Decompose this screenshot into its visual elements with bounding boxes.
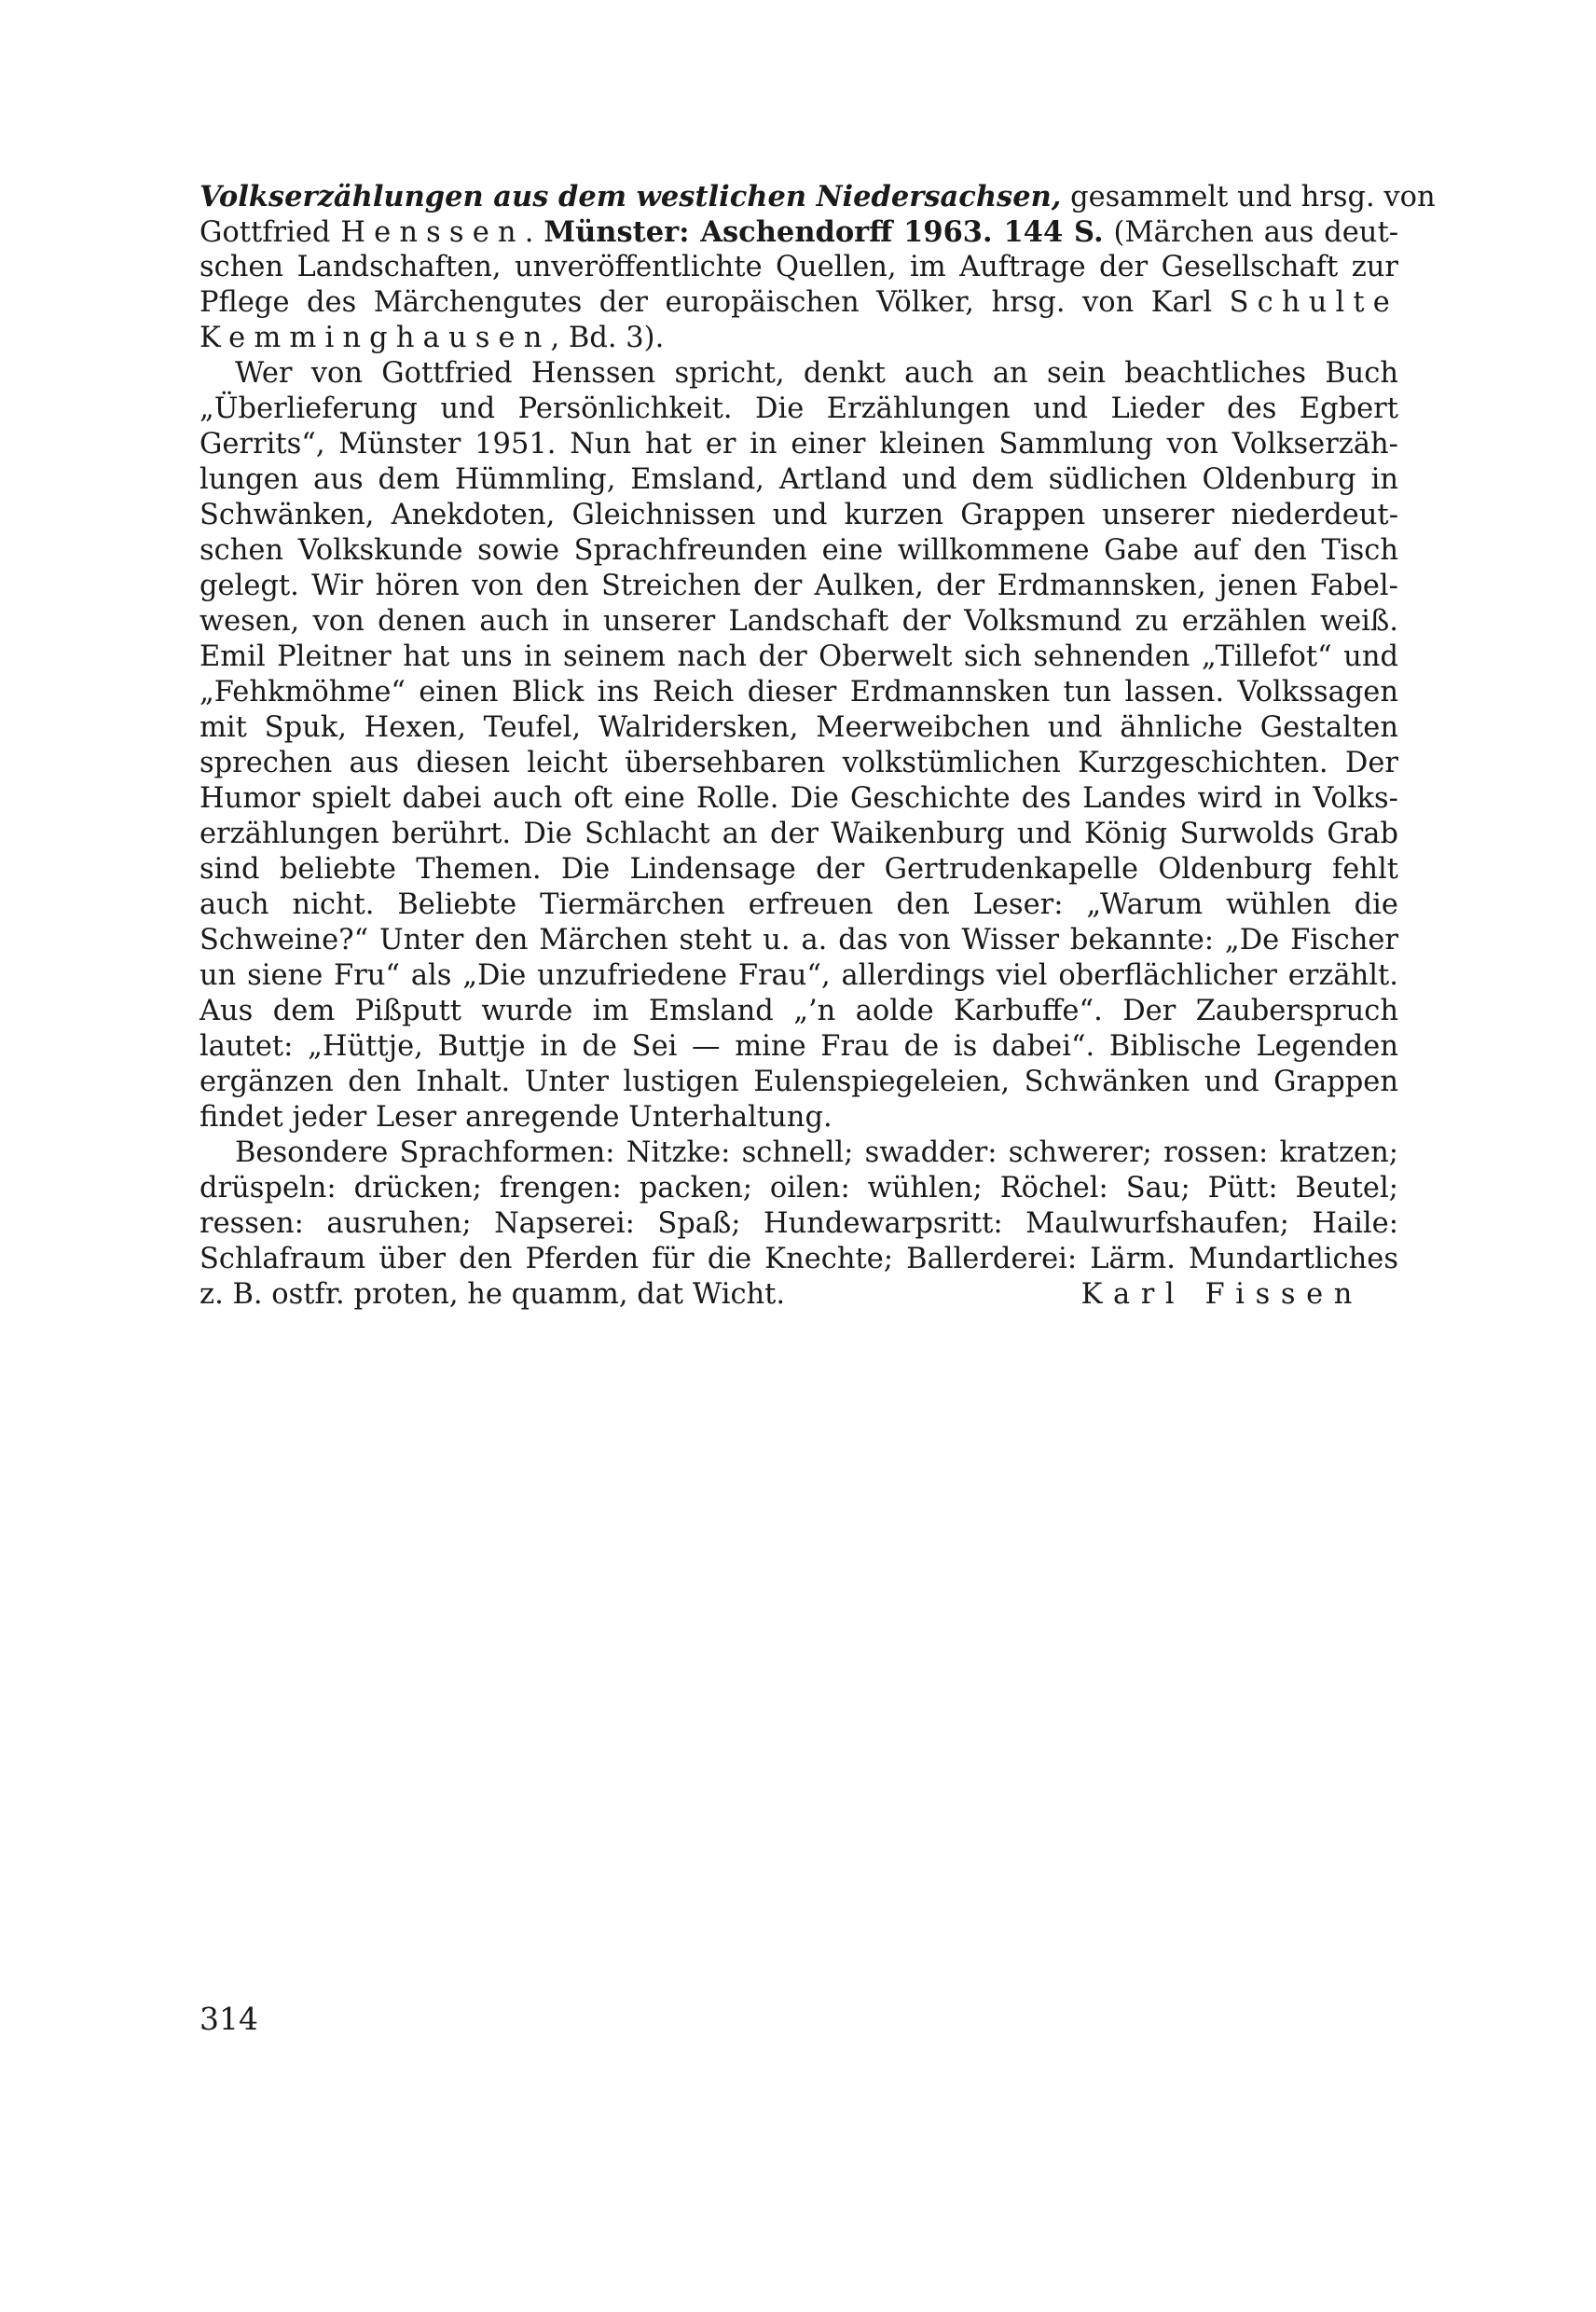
- publisher-info: Münster: Aschendorff 1963. 144 S.: [543, 215, 1104, 249]
- page-number: 314: [200, 2001, 258, 2037]
- vocabulary-paragraph: [200, 1135, 1398, 1313]
- paragraph-line: Gerrits“, Münster 1951. Nun hat er in einer kleinen Sammlung von Volkserzäh-: [200, 428, 1398, 461]
- paragraph-line: Emil Pleitner hat uns in seinem nach der Oberwelt sich sehnenden „Tillefot“ und: [200, 640, 1398, 673]
- paragraph-line: Besondere Sprachformen: Nitzke: schnell; swadder: schwerer; rossen: kratzen;: [235, 1136, 1398, 1169]
- paragraph-line: „Fehkmöhme“ einen Blick ins Reich dieser Erdmannsken tun lassen. Volkssagen: [200, 676, 1398, 709]
- paragraph-line: z. B. ostfr. proten, he quamm, dat Wicht.: [200, 1278, 786, 1311]
- bibliographic-line-3: schen Landschaften, unveröffentlichte Quellen, im Auftrage der Gesellschaft zur: [200, 251, 1398, 283]
- reviewer-signature: Karl Fissen: [1080, 1278, 1363, 1311]
- paragraph-line: mit Spuk, Hexen, Teufel, Walridersken, Meerweibchen und ähnliche Gestalten: [200, 711, 1398, 744]
- paragraph-line: ergänzen den Inhalt. Unter lustigen Eulenspiegeleien, Schwänken und Grappen: [200, 1066, 1398, 1098]
- paragraph-line: gelegt. Wir hören von den Streichen der Aulken, der Erdmannsken, jenen Fabel-: [200, 570, 1398, 602]
- review-body-paragraph: [200, 356, 1398, 1135]
- closing-line: [200, 1277, 1398, 1313]
- paragraph-line: lungen aus dem Hümmling, Emsland, Artland und dem südlichen Oldenburg in: [200, 463, 1398, 496]
- bibliographic-text: gesammelt und hrsg. von: [1061, 181, 1436, 213]
- editor-name: Kemminghausen: [200, 322, 551, 354]
- bibliographic-line-1: [200, 179, 1436, 214]
- paragraph-line: Schwänken, Anekdoten, Gleichnissen und kurzen Grappen unserer niederdeut-: [200, 499, 1398, 531]
- paragraph-line: schen Volkskunde sowie Sprachfreunden eine willkommene Gabe auf den Tisch: [200, 534, 1398, 567]
- paragraph-line: drüspeln: drücken; frengen: packen; oilen: wühlen; Röchel: Sau; Pütt: Beutel;: [200, 1172, 1398, 1204]
- book-review: [200, 179, 1436, 1313]
- paragraph-line: erzählungen berührt. Die Schlacht an der Waikenburg und König Surwolds Grab: [200, 818, 1398, 850]
- editor-name: Schulte: [1229, 286, 1398, 319]
- paragraph-line: Aus dem Pißputt wurde im Emsland „’n aolde Karbuffe“. Der Zauberspruch: [200, 995, 1398, 1027]
- bibliographic-text: .: [524, 216, 544, 249]
- bibliographic-text: (Märchen aus deut-: [1103, 216, 1399, 249]
- paragraph-line: sprechen aus diesen leicht übersehbaren volkstümlichen Kurzgeschichten. Der: [200, 747, 1398, 779]
- bibliographic-line-4: [200, 285, 1398, 321]
- paragraph-line: wesen, von denen auch in unserer Landschaft der Volksmund zu erzählen weiß.: [200, 605, 1398, 638]
- bibliographic-text: , Bd. 3).: [550, 322, 665, 354]
- bibliographic-text: Gottfried: [200, 216, 341, 249]
- paragraph-line: „Überlieferung und Persönlichkeit. Die Erzählungen und Lieder des Egbert: [200, 392, 1398, 425]
- author-name: Henssen: [340, 216, 525, 249]
- paragraph-line: findet jeder Leser anregende Unterhaltung.: [200, 1101, 832, 1134]
- paragraph-line: un siene Fru“ als „Die unzufriedene Frau“, allerdings viel oberflächlicher erzählt.: [200, 959, 1398, 992]
- paragraph-line: ressen: ausruhen; Napserei: Spaß; Hundewarpsritt: Maulwurfshaufen; Haile:: [200, 1207, 1398, 1240]
- book-title: Volkserzählungen aus dem westlichen Niedersachsen,: [200, 180, 1062, 213]
- paragraph-line: Schweine?“ Unter den Märchen steht u. a. das von Wisser bekannte: „De Fischer: [200, 924, 1398, 956]
- paragraph-line: Schlafraum über den Pferden für die Knechte; Ballerderei: Lärm. Mundartliches: [200, 1243, 1398, 1275]
- paragraph-line: auch nicht. Beliebte Tiermärchen erfreuen den Leser: „Warum wühlen die: [200, 888, 1398, 921]
- bibliographic-line-2: [200, 214, 1398, 250]
- paragraph-line: Wer von Gottfried Henssen spricht, denkt auch an sein beachtliches Buch: [235, 357, 1398, 390]
- paragraph-line: lautet: „Hüttje, Buttje in de Sei — mine Frau de is dabei“. Biblische Legenden: [200, 1030, 1398, 1063]
- bibliographic-line-5: [200, 321, 1398, 356]
- bibliographic-text: Pflege des Märchengutes der europäischen Völker, hrsg. von Karl: [200, 286, 1213, 319]
- paragraph-line: Humor spielt dabei auch oft eine Rolle. Die Geschichte des Landes wird in Volks-: [200, 782, 1398, 815]
- paragraph-line: sind beliebte Themen. Die Lindensage der Gertrudenkapelle Oldenburg fehlt: [200, 853, 1398, 886]
